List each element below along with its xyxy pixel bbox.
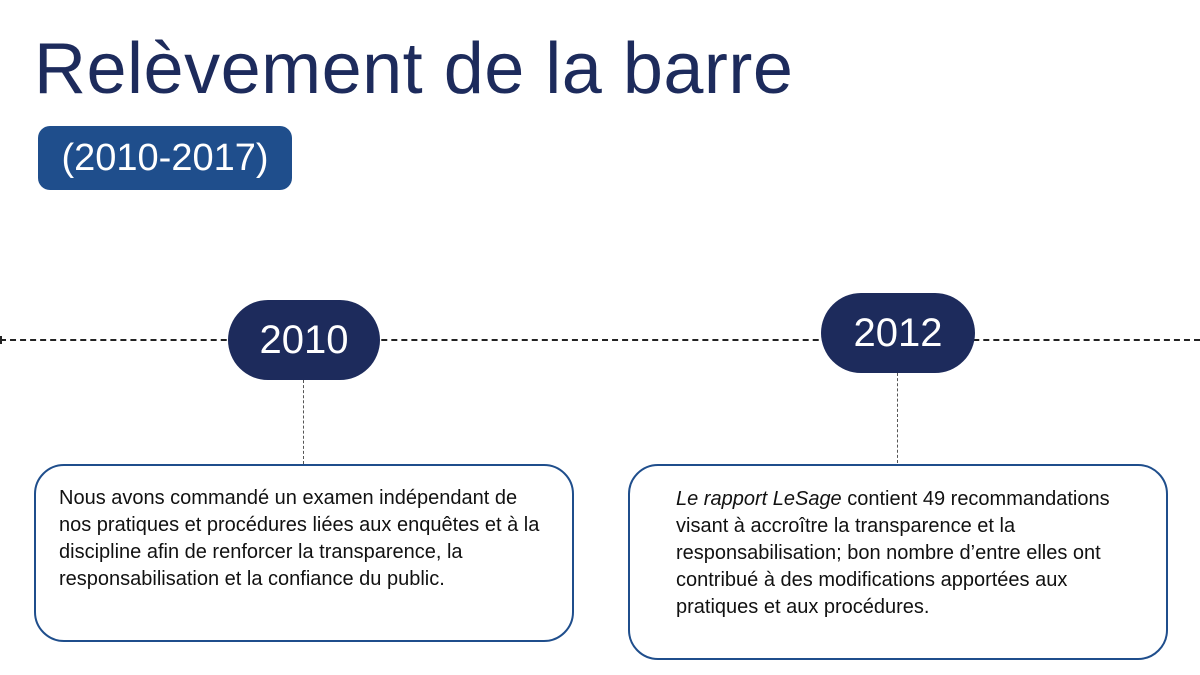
card-body-2012: contient 49 recommandations visant à accroître la transparence et la responsabilisation; bon nombre d’entre elles ont contribué à des modifications apportées aux pratiques et aux procédures. bbox=[676, 488, 1110, 618]
timeline-line bbox=[0, 339, 1200, 341]
card-text-2012 bbox=[676, 486, 1144, 621]
year-marker-2012: 2012 bbox=[821, 293, 975, 373]
card-body-2010: Nous avons commandé un examen indépendant de nos pratiques et procédures liées aux enquêtes et à la discipline afin de renforcer la transparence, la responsabilisation et la confiance du public. bbox=[59, 487, 540, 590]
year-marker-2010: 2010 bbox=[228, 300, 380, 380]
page-title: Relèvement de la barre bbox=[34, 29, 794, 109]
timeline-connector-2012 bbox=[897, 373, 898, 463]
card-text-2010 bbox=[59, 485, 550, 593]
timeline-card-2012 bbox=[628, 464, 1168, 660]
timeline-start-tick bbox=[0, 336, 2, 344]
timeline-connector-2010 bbox=[303, 380, 304, 464]
timeline-card-2010 bbox=[34, 464, 574, 642]
report-title: Le rapport LeSage bbox=[676, 488, 842, 510]
date-range-badge: (2010-2017) bbox=[38, 126, 292, 190]
